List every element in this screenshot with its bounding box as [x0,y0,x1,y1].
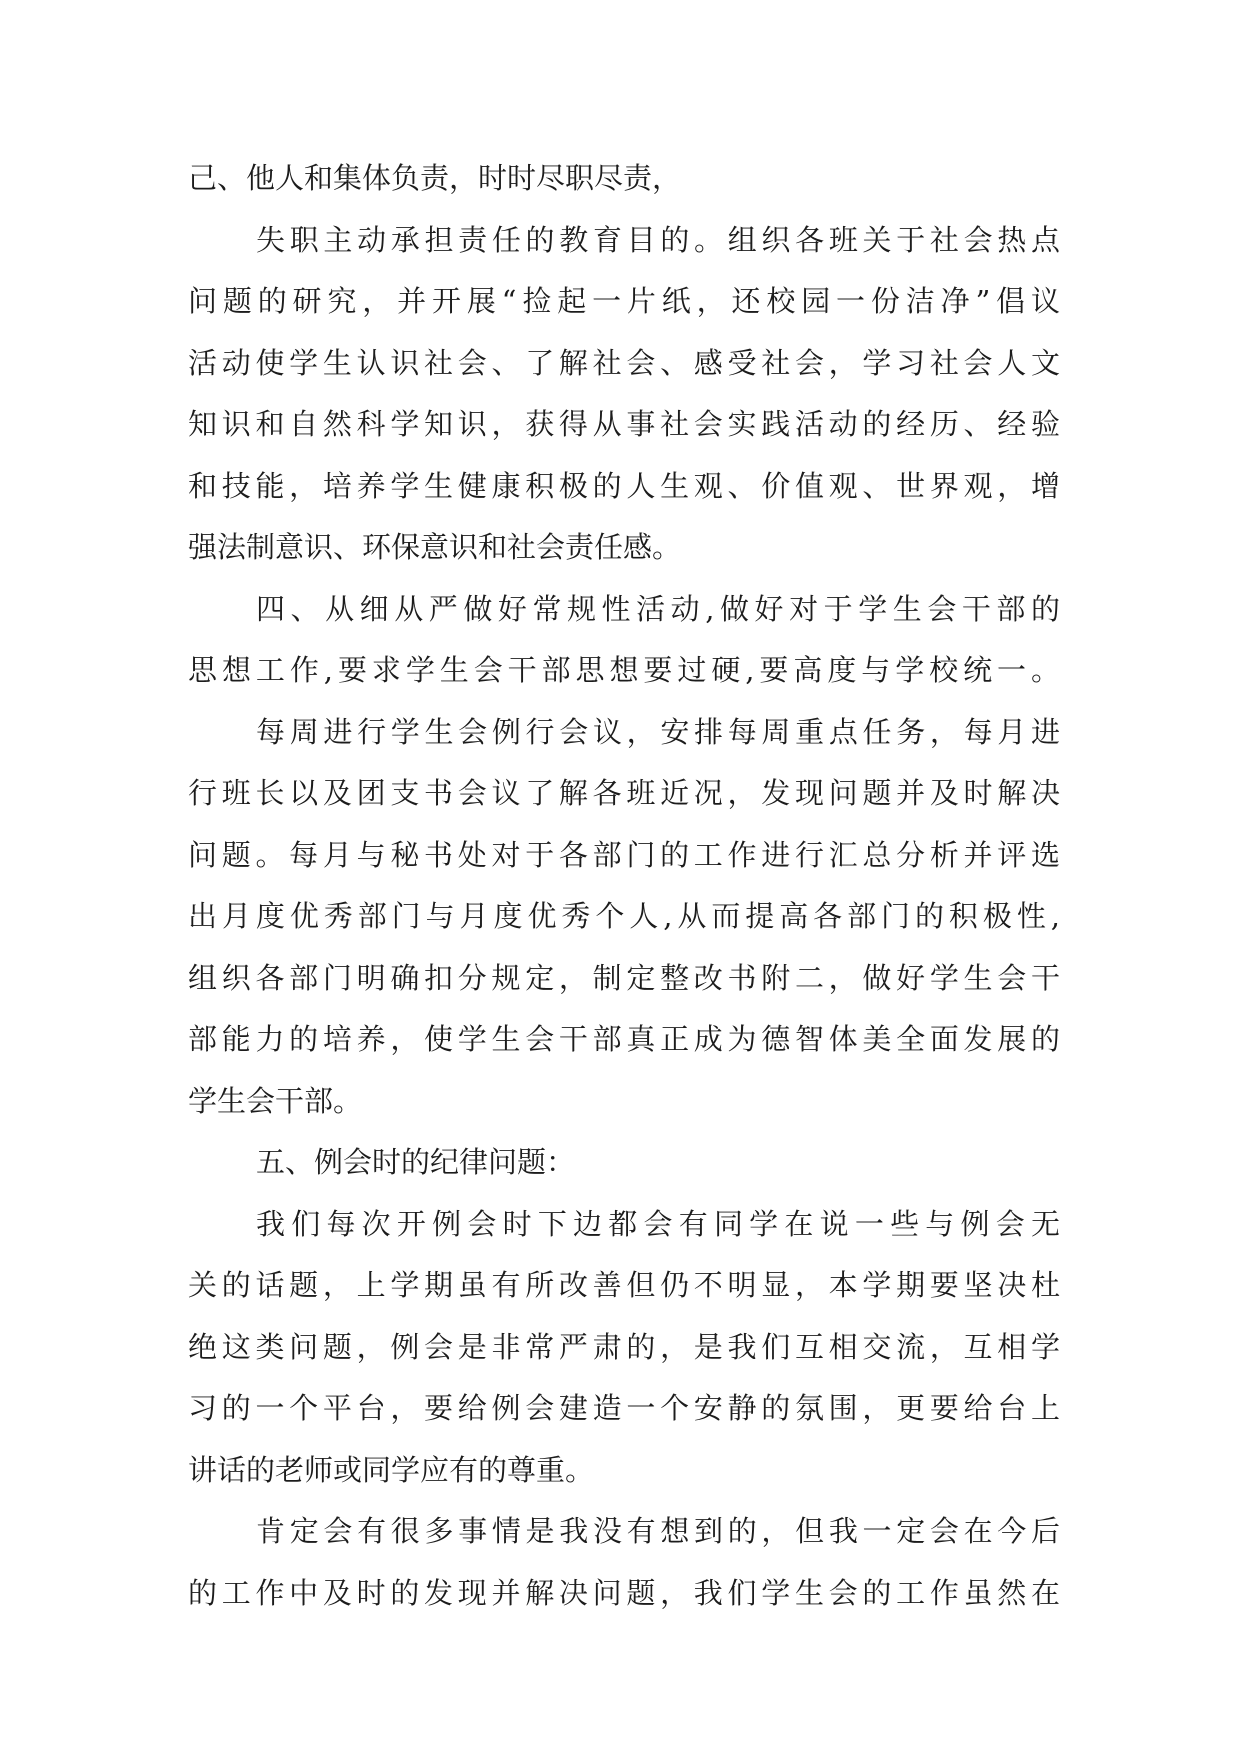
paragraph-start-line: 肯定会有很多事情是我没有想到的，但我一定会在今后 [256,1514,1060,1548]
text-line: 知识和自然科学知识，获得从事社会实践活动的经历、经验 [188,407,1060,441]
paragraph-end-line: 讲话的老师或同学应有的尊重。 [188,1452,595,1487]
text-line: 问题的研究，并开展“捡起一片纸，还校园一份洁净”倡议 [188,284,1060,318]
document-body [188,148,1060,1624]
text-line: 的工作中及时的发现并解决问题，我们学生会的工作虽然在 [188,1575,1060,1610]
text-line: 关的话题，上学期虽有所改善但仍不明显，本学期要坚决杜 [188,1268,1060,1302]
text-line: 部能力的培养，使学生会干部真正成为德智体美全面发展的 [188,1022,1060,1056]
paragraph-start-line: 每周进行学生会例行会议，安排每周重点任务，每月进 [256,714,1060,749]
section-heading-line: 五、例会时的纪律问题： [256,1145,576,1179]
paragraph-end-line: 强法制意识、环保意识和社会责任感。 [188,530,682,564]
text-line: 己、他人和集体负责，时时尽职尽责， [188,161,682,195]
paragraph-end-line: 学生会干部。 [188,1083,363,1118]
text-line: 问题。每月与秘书处对于各部门的工作进行汇总分析并评选 [188,837,1060,872]
paragraph-start-line: 我们每次开例会时下边都会有同学在说一些与例会无 [256,1206,1060,1241]
text-line: 活动使学生认识社会、了解社会、感受社会，学习社会人文 [188,345,1060,380]
text-line: 习的一个平台，要给例会建造一个安静的氛围，更要给台上 [188,1391,1060,1425]
text-line: 组织各部门明确扣分规定，制定整改书附二，做好学生会干 [188,960,1060,995]
section-heading-line: 四、从细从严做好常规性活动,做好对于学生会干部的 [256,591,1060,626]
text-line: 出月度优秀部门与月度优秀个人,从而提高各部门的积极性, [188,899,1060,933]
text-line: 和技能，培养学生健康积极的人生观、价值观、世界观，增 [188,468,1060,503]
paragraph-end-line: 思想工作,要求学生会干部思想要过硬,要高度与学校统一。 [188,653,1060,687]
text-line: 绝这类问题，例会是非常严肃的，是我们互相交流，互相学 [188,1329,1060,1364]
text-line: 行班长以及团支书会议了解各班近况，发现问题并及时解决 [188,776,1060,810]
paragraph-start-line: 失职主动承担责任的教育目的。组织各班关于社会热点 [256,222,1060,257]
